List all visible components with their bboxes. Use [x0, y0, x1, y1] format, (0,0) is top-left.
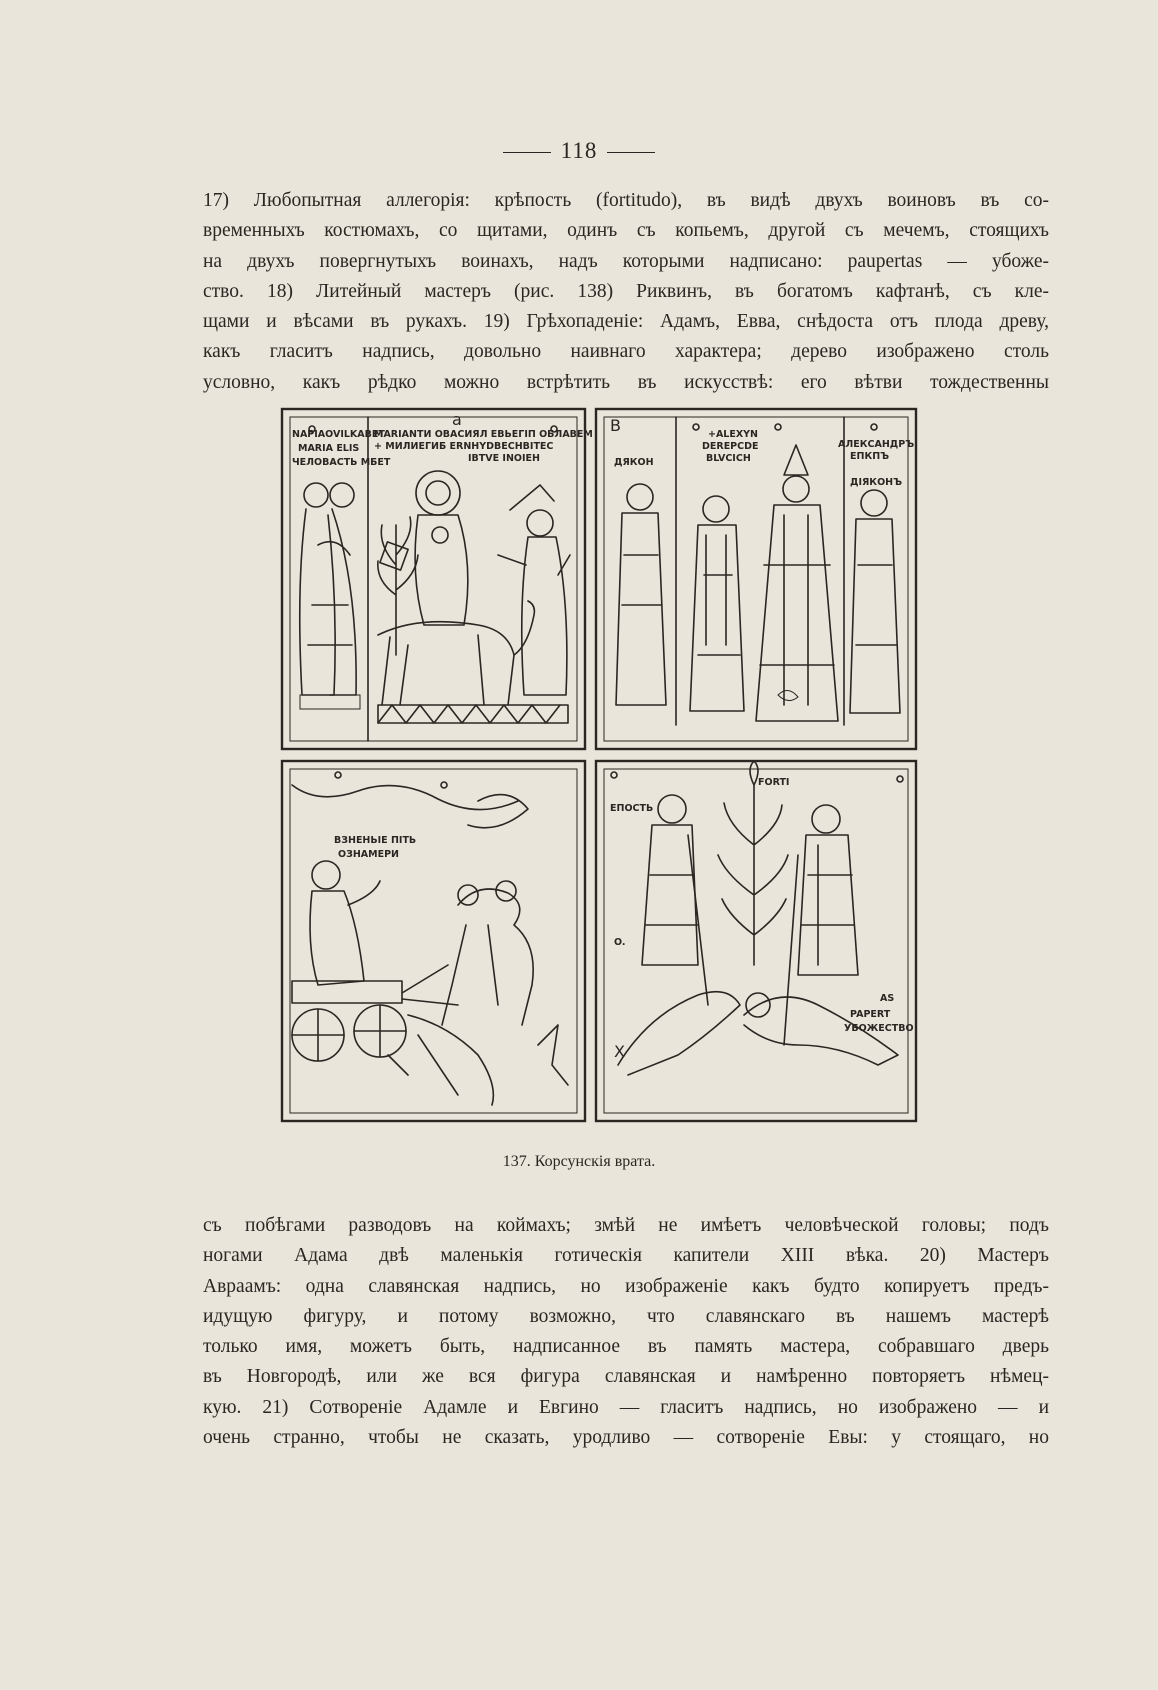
panel-bishop-alexander — [596, 409, 916, 749]
text-line: Авраамъ: одна славянская надпись, но изображеніе какъ будто копируетъ предъ- — [203, 1275, 1049, 1297]
text-line: только имя, можетъ быть, надписанное въ память мастера, собравшаго дверь — [203, 1336, 1049, 1358]
mark-glyph: a — [452, 410, 462, 429]
inscription: NAPIAOVILKABET — [292, 429, 385, 440]
text-line: условно, какъ рѣдко можно встрѣтить въ искусствѣ: его вѣтви тождественны — [203, 371, 1049, 393]
inscription: ДЯКОН — [614, 457, 654, 468]
inscription: ВЗНЕНЬІЕ ПІТЬ — [334, 835, 417, 846]
inscription: AS — [880, 993, 895, 1004]
inscription: ОЗНАМЕРИ — [338, 849, 399, 860]
panel-fortitudo — [596, 761, 916, 1121]
page-number-text: 118 — [560, 138, 598, 163]
inscription: АЛЕКСАНДРЪ — [838, 439, 915, 450]
text-line: щами и вѣсами въ рукахъ. 19) Грѣхопаденіе: Адамъ, Евва, снѣдоста отъ плода древу, — [203, 311, 1049, 333]
text-line: на двухъ повергнутыхъ воинахъ, надъ которыми надписано: paupertas — убоже- — [203, 250, 1049, 272]
page-number — [0, 138, 1158, 164]
text-line: временныхъ костюмахъ, со щитами, одинъ съ копьемъ, другой съ мечемъ, стоящихъ — [203, 220, 1049, 242]
inscription: FORTI — [758, 777, 790, 788]
figure-korsun-doors — [278, 405, 974, 1145]
mark-glyph: B — [610, 416, 621, 435]
paragraph-bottom — [203, 1211, 1049, 1453]
text-line: ство. 18) Литейный мастеръ (рис. 138) Риквинъ, въ богатомъ кафтанѣ, съ кле- — [203, 280, 1049, 302]
paragraph-top — [203, 186, 1049, 398]
text-line: съ побѣгами разводовъ на коймахъ; змѣй не имѣетъ человѣческой головы; подъ — [203, 1215, 1049, 1236]
inscription: X — [614, 1042, 625, 1061]
text-line: идущую фигуру, и потому возможно, что славянскаго въ нашемъ мастерѣ — [203, 1305, 1049, 1327]
inscription: MARIANТИ ОВАСИЯЛ ЕВЬЕГІП ОБЛАВЕМ — [374, 429, 593, 440]
page-number-dash-right — [607, 152, 655, 153]
inscription: ЕПКПЪ — [850, 451, 890, 462]
inscription: IBTVE INOIEH — [468, 453, 540, 464]
text-line: 17) Любопытная аллегорія: крѣпость (fortitudo), въ видѣ двухъ воиновъ въ со- — [203, 190, 1049, 211]
inscription: ЕПОСТЬ — [610, 803, 654, 814]
page-number-dash-left — [503, 152, 551, 153]
inscription: ЧЕЛОВАСТЬ МБЕТ — [292, 457, 391, 468]
inscription: PAPERT — [850, 1009, 891, 1020]
inscription: УБОЖЕСТВО — [844, 1023, 914, 1034]
text-line: кую. 21) Сотвореніе Адамле и Евгино — гласитъ надпись, но изображено — и — [203, 1396, 1049, 1418]
text-line: ногами Адама двѣ маленькія готическія капители XIII вѣка. 20) Мастеръ — [203, 1245, 1049, 1267]
figure-caption: 137. Корсунскія врата. — [502, 1153, 656, 1170]
inscription: MARIA ЕLIS — [298, 443, 360, 454]
text-line: очень странно, чтобы не сказать, уродливо — сотвореніе Евы: у стоящаго, но — [203, 1427, 1049, 1449]
inscription: ДІЯКОНЪ — [850, 477, 903, 488]
text-line: какъ гласитъ надпись, довольно наивнаго характера; дерево изображено столь — [203, 341, 1049, 363]
panel-chariot — [282, 761, 585, 1121]
inscription: BLVCICH — [706, 453, 751, 464]
inscription: + МИЛИЕГИБ ЕRNHYDBECHBITEC — [374, 441, 554, 452]
inscription: DEREPCDE — [702, 441, 759, 452]
inscription: O. — [614, 937, 626, 948]
panel-visitation-flight — [282, 409, 593, 749]
text-line: въ Новгородѣ, или же вся фигура славянская и намѣренно повторяетъ нѣмец- — [203, 1366, 1049, 1388]
inscription: +ALEXYN — [708, 429, 759, 440]
